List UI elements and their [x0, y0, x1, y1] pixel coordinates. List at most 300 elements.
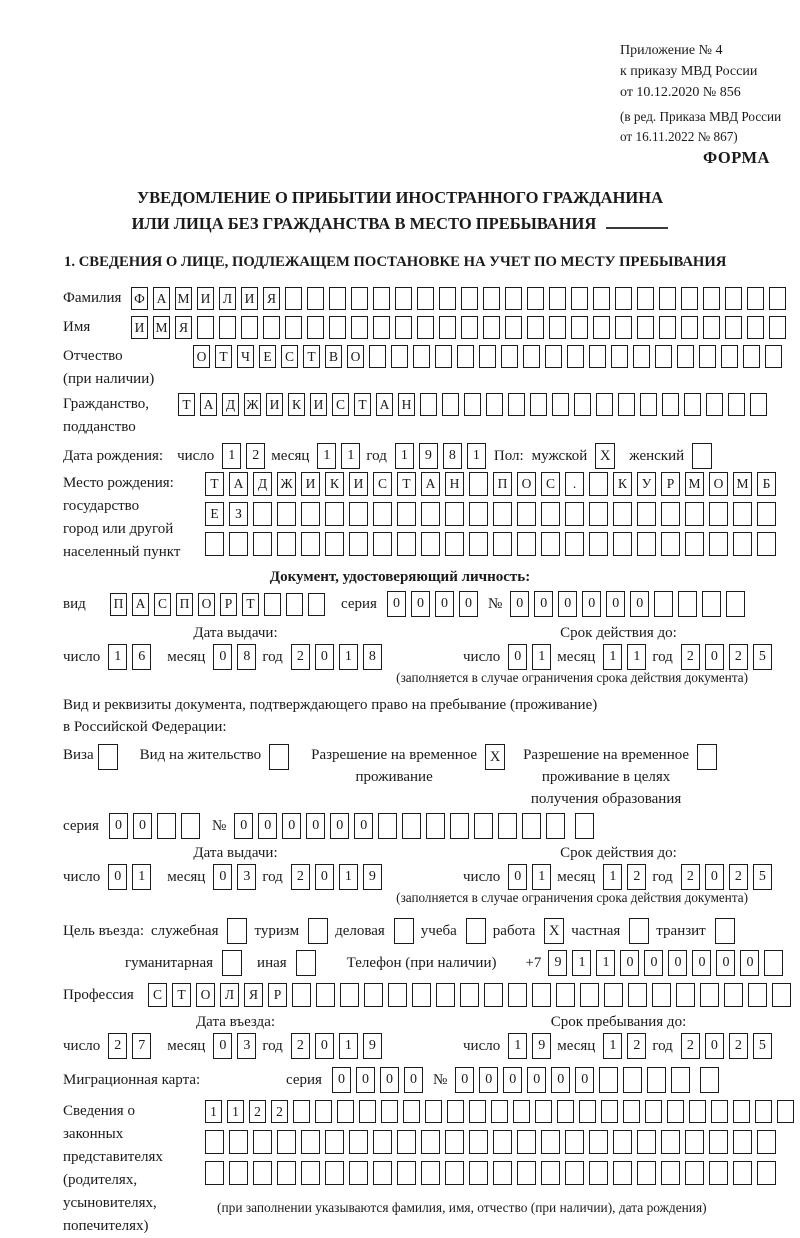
char-box[interactable] [689, 1100, 706, 1123]
char-box[interactable]: Ф [131, 287, 148, 310]
char-box[interactable] [301, 502, 320, 526]
char-box[interactable]: П [493, 472, 512, 496]
char-box[interactable]: Р [661, 472, 680, 496]
char-box[interactable]: 2 [729, 864, 748, 890]
char-box[interactable] [469, 1130, 488, 1154]
char-box[interactable] [769, 316, 786, 339]
char-box[interactable] [205, 1130, 224, 1154]
char-box[interactable] [461, 316, 478, 339]
char-box[interactable] [541, 502, 560, 526]
char-box[interactable] [412, 983, 431, 1007]
char-box[interactable] [445, 1130, 464, 1154]
char-box[interactable]: 0 [575, 1067, 594, 1093]
char-box[interactable] [684, 393, 701, 416]
char-box[interactable]: 1 [339, 644, 358, 670]
char-box[interactable] [733, 1161, 752, 1185]
char-box[interactable]: 7 [132, 1033, 151, 1059]
char-box[interactable] [545, 345, 562, 368]
char-box[interactable]: 9 [548, 950, 567, 976]
char-box[interactable]: С [154, 593, 171, 616]
char-box[interactable] [460, 983, 479, 1007]
char-box[interactable] [628, 983, 647, 1007]
char-box[interactable]: Н [445, 472, 464, 496]
char-box[interactable]: 0 [354, 813, 373, 839]
purpose-business-checkbox[interactable] [227, 918, 247, 944]
char-box[interactable] [755, 1100, 772, 1123]
residence-number-extra-box[interactable] [575, 813, 594, 839]
char-box[interactable] [589, 472, 608, 496]
char-box[interactable]: О [517, 472, 536, 496]
char-box[interactable] [315, 1100, 332, 1123]
char-box[interactable] [747, 316, 764, 339]
char-box[interactable]: Е [259, 345, 276, 368]
char-box[interactable]: 2 [681, 1033, 700, 1059]
char-box[interactable] [316, 983, 335, 1007]
char-box[interactable] [445, 532, 464, 556]
char-box[interactable] [552, 393, 569, 416]
char-box[interactable]: Ж [244, 393, 261, 416]
birthplace-input-row2[interactable] [205, 502, 776, 526]
char-box[interactable] [709, 502, 728, 526]
char-box[interactable] [464, 393, 481, 416]
char-box[interactable]: К [288, 393, 305, 416]
rvp-checkbox[interactable]: X [485, 744, 505, 770]
char-box[interactable] [681, 316, 698, 339]
char-box[interactable] [308, 593, 325, 616]
char-box[interactable] [397, 532, 416, 556]
char-box[interactable] [699, 345, 716, 368]
migration-number-input[interactable] [455, 1067, 690, 1093]
char-box[interactable]: 1 [341, 443, 360, 469]
char-box[interactable]: Е [205, 502, 224, 526]
char-box[interactable]: Т [242, 593, 259, 616]
char-box[interactable]: 0 [705, 1033, 724, 1059]
stay-until-month[interactable] [603, 1033, 646, 1059]
reps-input-row3[interactable] [205, 1161, 794, 1185]
char-box[interactable]: О [193, 345, 210, 368]
residence-expiry-month[interactable] [603, 864, 646, 890]
char-box[interactable] [421, 1161, 440, 1185]
char-box[interactable] [726, 591, 745, 617]
char-box[interactable] [253, 1130, 272, 1154]
char-box[interactable]: . [565, 472, 584, 496]
char-box[interactable]: 1 [467, 443, 486, 469]
char-box[interactable] [508, 393, 525, 416]
char-box[interactable] [661, 532, 680, 556]
char-box[interactable] [373, 502, 392, 526]
char-box[interactable]: Д [253, 472, 272, 496]
citizenship-input[interactable] [178, 393, 767, 416]
char-box[interactable] [181, 813, 200, 839]
char-box[interactable] [301, 532, 320, 556]
doc-number-input[interactable] [510, 591, 745, 617]
char-box[interactable] [493, 502, 512, 526]
char-box[interactable] [709, 1161, 728, 1185]
char-box[interactable] [397, 502, 416, 526]
entry-month[interactable] [213, 1033, 256, 1059]
char-box[interactable]: Б [757, 472, 776, 496]
purpose-humanitarian-checkbox[interactable] [222, 950, 242, 976]
char-box[interactable]: 1 [603, 864, 622, 890]
char-box[interactable] [397, 1161, 416, 1185]
char-box[interactable]: О [709, 472, 728, 496]
char-box[interactable] [589, 502, 608, 526]
char-box[interactable] [615, 287, 632, 310]
residence-issue-day[interactable] [108, 864, 151, 890]
char-box[interactable]: 0 [551, 1067, 570, 1093]
char-box[interactable] [769, 287, 786, 310]
char-box[interactable]: О [196, 983, 215, 1007]
char-box[interactable] [571, 316, 588, 339]
char-box[interactable]: Р [268, 983, 287, 1007]
char-box[interactable] [373, 287, 390, 310]
char-box[interactable]: 0 [630, 591, 649, 617]
char-box[interactable] [565, 1130, 584, 1154]
char-box[interactable] [589, 345, 606, 368]
char-box[interactable]: З [229, 502, 248, 526]
char-box[interactable] [589, 1161, 608, 1185]
char-box[interactable]: 1 [508, 1033, 527, 1059]
vnzh-checkbox[interactable] [269, 744, 289, 770]
char-box[interactable] [706, 393, 723, 416]
char-box[interactable] [733, 532, 752, 556]
char-box[interactable] [381, 1100, 398, 1123]
doc-type-input[interactable] [110, 593, 325, 616]
char-box[interactable] [764, 950, 783, 976]
char-box[interactable] [373, 1130, 392, 1154]
char-box[interactable] [748, 983, 767, 1007]
char-box[interactable]: 0 [109, 813, 128, 839]
name-input[interactable] [131, 316, 786, 339]
char-box[interactable] [711, 1100, 728, 1123]
char-box[interactable] [351, 316, 368, 339]
char-box[interactable] [613, 1161, 632, 1185]
doc-expiry-month[interactable] [603, 644, 646, 670]
char-box[interactable]: 0 [213, 1033, 232, 1059]
char-box[interactable] [493, 1161, 512, 1185]
char-box[interactable]: М [175, 287, 192, 310]
char-box[interactable] [532, 983, 551, 1007]
char-box[interactable] [277, 502, 296, 526]
char-box[interactable]: 0 [620, 950, 639, 976]
char-box[interactable] [491, 1100, 508, 1123]
char-box[interactable] [613, 532, 632, 556]
phone-input[interactable] [548, 950, 783, 976]
char-box[interactable]: 0 [740, 950, 759, 976]
char-box[interactable] [677, 345, 694, 368]
residence-expiry-day[interactable] [508, 864, 551, 890]
char-box[interactable]: 0 [387, 591, 406, 617]
char-box[interactable] [772, 983, 791, 1007]
char-box[interactable] [530, 393, 547, 416]
char-box[interactable] [395, 287, 412, 310]
char-box[interactable] [637, 532, 656, 556]
char-box[interactable] [611, 345, 628, 368]
char-box[interactable] [671, 1067, 690, 1093]
char-box[interactable]: 0 [508, 644, 527, 670]
purpose-commercial-checkbox[interactable] [394, 918, 414, 944]
char-box[interactable] [219, 316, 236, 339]
char-box[interactable] [661, 1130, 680, 1154]
char-box[interactable]: Т [205, 472, 224, 496]
char-box[interactable] [293, 1100, 310, 1123]
char-box[interactable]: 5 [753, 864, 772, 890]
char-box[interactable]: 0 [133, 813, 152, 839]
char-box[interactable]: 8 [363, 644, 382, 670]
char-box[interactable] [725, 287, 742, 310]
char-box[interactable] [579, 1100, 596, 1123]
char-box[interactable]: С [541, 472, 560, 496]
char-box[interactable] [637, 316, 654, 339]
char-box[interactable] [676, 983, 695, 1007]
char-box[interactable] [565, 532, 584, 556]
char-box[interactable] [613, 1130, 632, 1154]
char-box[interactable] [541, 1130, 560, 1154]
char-box[interactable] [445, 1161, 464, 1185]
char-box[interactable] [659, 316, 676, 339]
char-box[interactable] [709, 532, 728, 556]
char-box[interactable]: 0 [315, 1033, 334, 1059]
profession-input[interactable] [148, 983, 791, 1007]
char-box[interactable] [733, 1130, 752, 1154]
char-box[interactable]: 1 [317, 443, 336, 469]
char-box[interactable]: А [153, 287, 170, 310]
char-box[interactable]: В [325, 345, 342, 368]
char-box[interactable] [505, 287, 522, 310]
doc-series-input[interactable] [387, 591, 478, 617]
residence-number-input[interactable] [234, 813, 565, 839]
char-box[interactable]: 0 [356, 1067, 375, 1093]
char-box[interactable] [662, 393, 679, 416]
char-box[interactable]: И [266, 393, 283, 416]
char-box[interactable] [349, 502, 368, 526]
char-box[interactable] [349, 1161, 368, 1185]
char-box[interactable]: Т [303, 345, 320, 368]
char-box[interactable] [364, 983, 383, 1007]
reps-input-row2[interactable] [205, 1130, 794, 1154]
char-box[interactable] [593, 316, 610, 339]
doc-issue-day[interactable] [108, 644, 151, 670]
char-box[interactable] [292, 983, 311, 1007]
char-box[interactable] [637, 287, 654, 310]
residence-issue-month[interactable] [213, 864, 256, 890]
char-box[interactable] [655, 345, 672, 368]
char-box[interactable] [493, 1130, 512, 1154]
char-box[interactable] [420, 393, 437, 416]
char-box[interactable] [685, 1161, 704, 1185]
char-box[interactable] [527, 287, 544, 310]
char-box[interactable] [703, 287, 720, 310]
char-box[interactable] [469, 472, 488, 496]
char-box[interactable] [571, 287, 588, 310]
char-box[interactable]: 0 [380, 1067, 399, 1093]
char-box[interactable]: И [197, 287, 214, 310]
char-box[interactable] [522, 813, 541, 839]
char-box[interactable] [757, 532, 776, 556]
char-box[interactable]: М [153, 316, 170, 339]
char-box[interactable] [359, 1100, 376, 1123]
char-box[interactable] [724, 983, 743, 1007]
stay-until-year[interactable] [681, 1033, 772, 1059]
char-box[interactable] [426, 813, 445, 839]
char-box[interactable]: А [229, 472, 248, 496]
char-box[interactable] [633, 345, 650, 368]
char-box[interactable]: 0 [558, 591, 577, 617]
char-box[interactable] [517, 532, 536, 556]
char-box[interactable] [229, 532, 248, 556]
char-box[interactable] [421, 532, 440, 556]
char-box[interactable]: Я [175, 316, 192, 339]
char-box[interactable] [681, 287, 698, 310]
char-box[interactable]: С [148, 983, 167, 1007]
char-box[interactable] [601, 1100, 618, 1123]
char-box[interactable] [253, 532, 272, 556]
char-box[interactable]: 6 [132, 644, 151, 670]
char-box[interactable] [549, 287, 566, 310]
char-box[interactable] [580, 983, 599, 1007]
char-box[interactable] [654, 591, 673, 617]
char-box[interactable] [546, 813, 565, 839]
char-box[interactable]: 2 [627, 1033, 646, 1059]
char-box[interactable] [743, 345, 760, 368]
char-box[interactable] [351, 287, 368, 310]
char-box[interactable]: 0 [332, 1067, 351, 1093]
char-box[interactable]: Т [172, 983, 191, 1007]
purpose-tourism-checkbox[interactable] [308, 918, 328, 944]
char-box[interactable]: 8 [237, 644, 256, 670]
char-box[interactable]: И [131, 316, 148, 339]
char-box[interactable] [474, 813, 493, 839]
char-box[interactable] [469, 502, 488, 526]
char-box[interactable] [469, 1161, 488, 1185]
char-box[interactable] [527, 316, 544, 339]
char-box[interactable] [301, 1130, 320, 1154]
char-box[interactable]: Л [220, 983, 239, 1007]
sex-female-checkbox[interactable] [692, 443, 712, 469]
char-box[interactable] [589, 532, 608, 556]
char-box[interactable] [397, 1130, 416, 1154]
char-box[interactable]: А [421, 472, 440, 496]
char-box[interactable] [325, 1130, 344, 1154]
birthplace-input-row3[interactable] [205, 532, 776, 556]
char-box[interactable] [640, 393, 657, 416]
char-box[interactable]: С [281, 345, 298, 368]
char-box[interactable]: И [310, 393, 327, 416]
char-box[interactable]: 0 [459, 591, 478, 617]
char-box[interactable] [700, 983, 719, 1007]
char-box[interactable] [721, 345, 738, 368]
char-box[interactable] [599, 1067, 618, 1093]
char-box[interactable] [728, 393, 745, 416]
char-box[interactable]: 0 [479, 1067, 498, 1093]
char-box[interactable] [498, 813, 517, 839]
char-box[interactable] [157, 813, 176, 839]
char-box[interactable]: 5 [753, 1033, 772, 1059]
char-box[interactable]: П [176, 593, 193, 616]
char-box[interactable]: Ч [237, 345, 254, 368]
char-box[interactable] [285, 287, 302, 310]
char-box[interactable] [447, 1100, 464, 1123]
purpose-transit-checkbox[interactable] [715, 918, 735, 944]
char-box[interactable] [349, 532, 368, 556]
char-box[interactable] [378, 813, 397, 839]
char-box[interactable]: 0 [644, 950, 663, 976]
char-box[interactable]: А [132, 593, 149, 616]
char-box[interactable]: Я [263, 287, 280, 310]
char-box[interactable] [349, 1130, 368, 1154]
char-box[interactable] [469, 1100, 486, 1123]
char-box[interactable] [457, 345, 474, 368]
char-box[interactable] [685, 532, 704, 556]
char-box[interactable] [757, 502, 776, 526]
char-box[interactable] [277, 1130, 296, 1154]
char-box[interactable] [253, 1161, 272, 1185]
surname-input[interactable] [131, 287, 786, 310]
char-box[interactable] [513, 1100, 530, 1123]
char-box[interactable] [661, 1161, 680, 1185]
char-box[interactable]: 1 [132, 864, 151, 890]
char-box[interactable] [501, 345, 518, 368]
char-box[interactable]: 2 [271, 1100, 288, 1123]
char-box[interactable]: И [349, 472, 368, 496]
char-box[interactable] [461, 287, 478, 310]
char-box[interactable] [645, 1100, 662, 1123]
char-box[interactable] [549, 316, 566, 339]
char-box[interactable]: И [241, 287, 258, 310]
char-box[interactable] [425, 1100, 442, 1123]
char-box[interactable]: 1 [339, 1033, 358, 1059]
char-box[interactable] [264, 593, 281, 616]
char-box[interactable] [373, 316, 390, 339]
char-box[interactable]: 9 [363, 1033, 382, 1059]
doc-expiry-day[interactable] [508, 644, 551, 670]
char-box[interactable] [747, 287, 764, 310]
char-box[interactable]: А [200, 393, 217, 416]
char-box[interactable]: 2 [108, 1033, 127, 1059]
migration-number-extra-box[interactable] [700, 1067, 719, 1093]
char-box[interactable] [541, 532, 560, 556]
char-box[interactable]: 2 [291, 1033, 310, 1059]
char-box[interactable] [436, 983, 455, 1007]
doc-expiry-year[interactable] [681, 644, 772, 670]
char-box[interactable]: 1 [603, 1033, 622, 1059]
char-box[interactable]: 0 [315, 864, 334, 890]
reps-input-row1[interactable] [205, 1100, 794, 1123]
char-box[interactable] [417, 287, 434, 310]
char-box[interactable] [325, 1161, 344, 1185]
char-box[interactable]: О [347, 345, 364, 368]
char-box[interactable] [229, 1130, 248, 1154]
char-box[interactable] [340, 983, 359, 1007]
char-box[interactable]: 0 [705, 644, 724, 670]
char-box[interactable]: 1 [532, 644, 551, 670]
char-box[interactable]: М [685, 472, 704, 496]
char-box[interactable] [613, 502, 632, 526]
char-box[interactable] [667, 1100, 684, 1123]
char-box[interactable] [253, 502, 272, 526]
char-box[interactable]: Т [215, 345, 232, 368]
char-box[interactable]: 0 [282, 813, 301, 839]
char-box[interactable] [263, 316, 280, 339]
char-box[interactable]: Р [220, 593, 237, 616]
char-box[interactable]: 2 [246, 443, 265, 469]
char-box[interactable] [517, 502, 536, 526]
char-box[interactable]: С [373, 472, 392, 496]
char-box[interactable]: Т [178, 393, 195, 416]
char-box[interactable]: 0 [213, 644, 232, 670]
char-box[interactable]: 0 [503, 1067, 522, 1093]
char-box[interactable]: 1 [222, 443, 241, 469]
